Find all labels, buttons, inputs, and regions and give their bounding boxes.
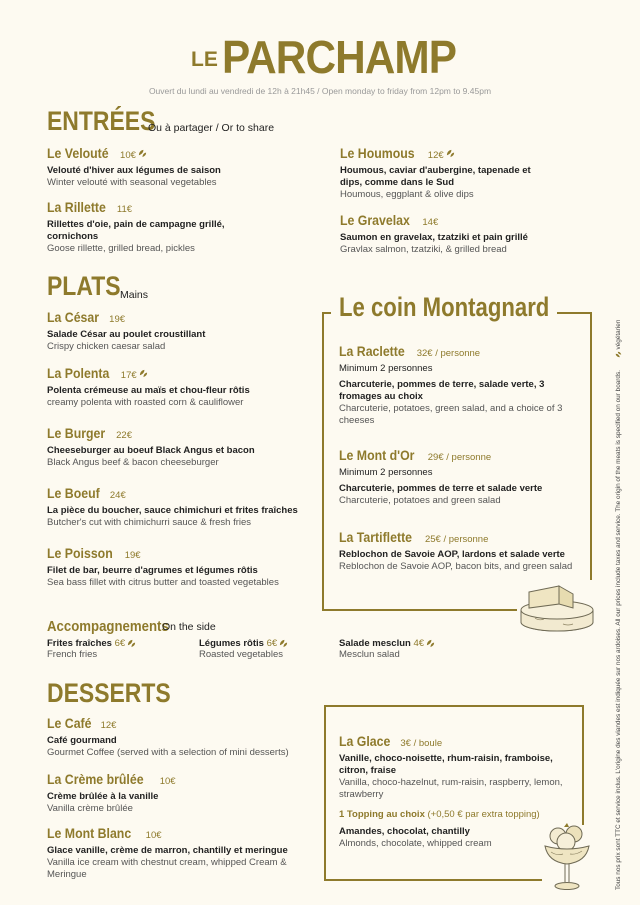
menu-item-cesar [47, 309, 317, 353]
item-name: La César [47, 309, 100, 325]
item-description-fr: Saumon en gravelax, tzatziki et pain grillé [340, 232, 528, 243]
side-name: Légumes rôtis [199, 638, 264, 649]
topping-title: 1 Topping au choix [339, 809, 425, 820]
side-price: 6€ [266, 638, 278, 649]
entrees-subtitle: Ou à partager / Or to share [148, 122, 275, 134]
menu-item-raclette [339, 343, 569, 427]
item-name: Le Café [47, 715, 92, 731]
menu-item-veloute [47, 145, 307, 189]
item-price: 3€ / boule [400, 738, 443, 749]
glace-frame-right [582, 705, 584, 825]
vegetarian-leaf-icon [615, 351, 622, 358]
item-name: La Glace [339, 733, 391, 749]
topping-description-fr: Amandes, chocolat, chantilly [339, 826, 470, 837]
montagnard-title: Le coin Montagnard [339, 292, 550, 322]
item-description-fr: Polenta crémeuse au maïs et chou-fleur rôtis [47, 385, 250, 396]
item-description-en: Vanilla ice cream with chestnut cream, whipped Cream & Meringue [47, 857, 287, 880]
item-description-fr: Café gourmand [47, 735, 117, 746]
side-item-fries [47, 638, 136, 661]
cheese-illustration [515, 578, 597, 634]
item-description-fr: Salade César au poulet croustillant [47, 329, 206, 340]
montagnard-frame-left [322, 312, 324, 610]
item-description-fr: Reblochon de Savoie AOP, lardons et salade verte [339, 549, 565, 560]
side-price: 6€ [114, 638, 126, 649]
item-description-en: Charcuterie, potatoes and green salad [339, 495, 501, 506]
item-description-en: Goose rillette, grilled bread, pickles [47, 243, 195, 254]
item-price: 19€ [109, 314, 126, 325]
item-name: Le Mont d'Or [339, 447, 415, 463]
menu-item-gravelax [340, 212, 570, 256]
item-name: Le Boeuf [47, 485, 100, 501]
plats-subtitle: Mains [120, 289, 149, 301]
logo-prefix: LE [191, 48, 218, 71]
legal-note [615, 320, 622, 890]
item-price: 14€ [422, 217, 439, 228]
topping-label [339, 809, 569, 820]
item-name: La Raclette [339, 343, 405, 359]
item-name: La Rillette [47, 199, 106, 215]
legal-note-text: Tous nos prix sont TTC et service inclus. L'origine des viandes est indiquée sur nos ardoises. All our prices include taxes and service. The origin of the meats is specified on our boards. [615, 370, 623, 890]
item-name: Le Velouté [47, 145, 109, 161]
glace-frame-bottom [324, 879, 542, 881]
side-description-en: Mesclun salad [339, 649, 400, 660]
dessert-item-glace [339, 733, 569, 850]
item-price: 12€ [100, 720, 117, 731]
montagnard-frame-bottom [322, 609, 517, 611]
menu-item-mont-dor [339, 447, 579, 507]
topping-description-en: Almonds, chocolate, whipped cream [339, 838, 492, 849]
dessert-item-mont-blanc [47, 825, 302, 881]
item-price: 22€ [116, 430, 132, 441]
vegetarian-leaf-icon [138, 149, 147, 158]
item-description-en: Gravlax salmon, tzatziki, & grilled bread [340, 244, 507, 255]
item-description-en: Reblochon de Savoie AOP, bacon bits, and green salad [339, 561, 573, 572]
item-description-fr: Cheeseburger au boeuf Black Angus et bacon [47, 445, 255, 456]
vegetarian-leaf-icon [139, 369, 148, 378]
menu-item-tartiflette [339, 529, 584, 573]
item-description-fr: Velouté d'hiver aux légumes de saison [47, 165, 221, 176]
item-name: La Polenta [47, 365, 110, 381]
opening-hours: Ouvert du lundi au vendredi de 12h à 21h45 / Open monday to friday from 12pm to 9.45pm [148, 86, 492, 96]
menu-item-rillette [47, 199, 252, 255]
side-item-vegetables [199, 638, 288, 661]
vegetarian-leaf-icon [127, 639, 136, 648]
item-price: 10€ [145, 830, 162, 841]
item-price: 10€ [159, 776, 176, 787]
desserts-title: DESSERTS [47, 678, 171, 708]
item-name: Le Mont Blanc [47, 825, 132, 841]
item-description-en: creamy polenta with roasted corn & cauliflower [47, 397, 244, 408]
menu-item-polenta [47, 365, 317, 409]
item-price: 24€ [109, 490, 126, 501]
item-description-fr: Houmous, caviar d'aubergine, tapenade et dips, comme dans le Sud [340, 165, 531, 188]
item-description-fr: Charcuterie, pommes de terre, salade verte, 3 fromages au choix [339, 379, 545, 402]
side-name: Salade mesclun [339, 638, 411, 649]
item-note: Minimum 2 personnes [339, 363, 433, 374]
vegetarian-leaf-icon [446, 149, 455, 158]
item-note: Minimum 2 personnes [339, 467, 433, 478]
item-description-en: Houmous, eggplant & olive dips [340, 189, 474, 200]
side-price: 4€ [413, 638, 425, 649]
topping-price: (+0,50 € par extra topping) [427, 809, 540, 820]
item-description-fr: Vanille, choco-noisette, rhum-raisin, framboise, citron, fraise [339, 753, 553, 776]
side-item-salad [339, 638, 435, 661]
side-description-en: Roasted vegetables [199, 649, 283, 660]
item-description-en: Charcuterie, potatoes, green salad, and a choice of 3 cheeses [339, 403, 563, 426]
item-price: 17€ [120, 370, 137, 381]
dessert-item-creme-brulee [47, 771, 317, 815]
item-name: Le Burger [47, 425, 106, 441]
montagnard-frame-right [590, 312, 592, 580]
item-description-fr: Charcuterie, pommes de terre et salade verte [339, 483, 543, 494]
side-name: Frites fraîches [47, 638, 112, 649]
side-description-en: French fries [47, 649, 98, 660]
item-description-en: Vanilla crème brûlée [47, 803, 133, 814]
item-description-fr: Crème brûlée à la vanille [47, 791, 159, 802]
montagnard-frame-top-right [557, 312, 591, 314]
ice-cream-illustration [542, 822, 592, 894]
item-description-en: Sea bass fillet with citrus butter and toasted vegetables [47, 577, 279, 588]
menu-item-poisson [47, 545, 317, 589]
dessert-item-cafe [47, 715, 317, 759]
item-description-fr: Rillettes d'oie, pain de campagne grillé, cornichons [47, 219, 225, 242]
item-description-fr: Glace vanille, crème de marron, chantilly et meringue [47, 845, 288, 856]
plats-title: PLATS [47, 271, 121, 301]
vegetarian-leaf-icon [426, 639, 435, 648]
item-description-fr: Filet de bar, beurre d'agrumes et légumes rôtis [47, 565, 258, 576]
menu-item-burger [47, 425, 317, 469]
entrees-title: ENTRÉES [47, 106, 156, 136]
logo-name: PARCHAMP [222, 31, 457, 83]
sides-title: Accompagnements [47, 618, 169, 635]
item-description-en: Vanilla, choco-hazelnut, rum-raisin, raspberry, lemon, strawberry [339, 777, 563, 800]
item-description-en: Black Angus beef & bacon cheeseburger [47, 457, 219, 468]
item-name: La Crème brûlée [47, 771, 144, 787]
item-name: Le Houmous [340, 145, 415, 161]
sides-subtitle: On the side [162, 621, 216, 633]
menu-item-boeuf [47, 485, 317, 529]
item-price: 19€ [124, 550, 141, 561]
item-name: La Tartiflette [339, 529, 413, 545]
item-name: Le Gravelax [340, 212, 410, 228]
item-description-fr: La pièce du boucher, sauce chimichuri et frites fraîches [47, 505, 298, 516]
item-price: 11€ [116, 204, 133, 215]
item-description-en: Crispy chicken caesar salad [47, 341, 166, 352]
item-price: 25€ / personne [424, 534, 489, 545]
item-price: 29€ / personne [427, 452, 492, 463]
item-description-en: Butcher's cut with chimichurri sauce & fresh fries [47, 517, 252, 528]
item-price: 10€ [120, 150, 136, 161]
glace-frame-left [324, 705, 326, 880]
glace-frame-top [324, 705, 583, 707]
item-description-en: Winter velouté with seasonal vegetables [47, 177, 217, 188]
item-name: Le Poisson [47, 545, 113, 561]
item-price: 12€ [427, 150, 444, 161]
vegetarian-leaf-icon [279, 639, 288, 648]
menu-item-houmous [340, 145, 555, 201]
item-description-en: Gourmet Coffee (served with a selection of mini desserts) [47, 747, 289, 758]
vegetarian-legend: végétarien [615, 319, 623, 350]
item-price: 32€ / personne [416, 348, 481, 359]
